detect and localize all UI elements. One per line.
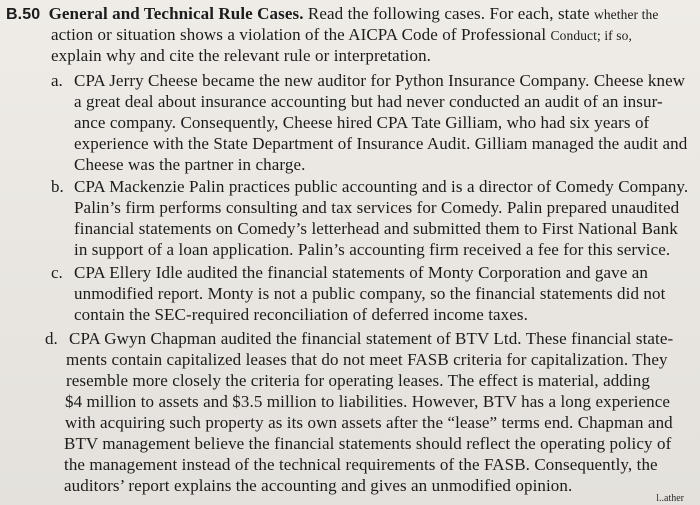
item-a-line-2: a great deal about insurance accounting but had never conducted an audit of an insur- <box>74 92 663 111</box>
item-d-line-3: resemble more closely the criteria for operating leases. The effect is material, adding <box>66 371 650 390</box>
item-d-line-6: BTV management believe the financial statements should reflect the operating policy of <box>64 434 672 453</box>
problem-number: B.50 <box>6 6 41 23</box>
intro-text-2: action or situation shows a violation of the AICPA Code of Professional <box>51 25 551 44</box>
item-c-label: c. <box>51 263 63 282</box>
item-d-line-7: the management instead of the technical requirements of the FASB. Consequently, the <box>64 455 658 474</box>
item-a-line-4: experience with the State Department of Insurance Audit. Gilliam managed the audit and <box>74 134 688 153</box>
item-a-line-1: CPA Jerry Cheese became the new auditor for Python Insurance Company. Cheese knew <box>74 71 686 90</box>
item-d-line-8: auditors’ report explains the accounting and gives an unmodified opinion. <box>64 476 573 495</box>
item-b-label: b. <box>51 177 64 196</box>
problem-header-line-2 <box>51 24 632 46</box>
item-b-line-2: Palin’s firm performs consulting and tax services for Comedy. Palin prepared unaudited <box>74 198 680 217</box>
problem-header-line-3: explain why and cite the relevant rule or interpretation. <box>51 46 432 65</box>
item-a-label: a. <box>51 71 63 90</box>
item-c-line-3: contain the SEC-required reconciliation of deferred income taxes. <box>74 305 528 324</box>
item-d-label: d. <box>45 329 58 348</box>
intro-text-1: Read the following cases. For each, state <box>303 4 594 23</box>
item-b-line-1: CPA Mackenzie Palin practices public accounting and is a director of Comedy Company. <box>74 177 689 196</box>
item-b-line-3: financial statements on Comedy’s letterhead and submitted them to First National Bank <box>74 219 678 238</box>
cut-off-text: l..ather <box>656 493 684 504</box>
intro-text-2-tail: Conduct; if so, <box>550 28 632 43</box>
item-b-line-4: in support of a loan application. Palin’s accounting firm received a fee for this service. <box>74 240 671 259</box>
item-d-line-1: CPA Gwyn Chapman audited the financial statement of BTV Ltd. These financial state- <box>69 329 674 348</box>
intro-text-1-tail: whether the <box>593 7 659 22</box>
item-c-line-1: CPA Ellery Idle audited the financial statements of Monty Corporation and gave an <box>74 263 649 282</box>
problem-header-line-1 <box>6 3 658 25</box>
item-d-line-4: $4 million to assets and $3.5 million to liabilities. However, BTV has a long experience <box>65 392 671 411</box>
problem-title: General and Technical Rule Cases. <box>48 4 304 23</box>
item-a-line-5: Cheese was the partner in charge. <box>74 155 306 174</box>
item-d-line-5: with acquiring such property as its own assets after the “lease” terms end. Chapman and <box>65 413 673 432</box>
item-d-line-2: ments contain capitalized leases that do not meet FASB criteria for capitalization. They <box>66 350 668 369</box>
item-c-line-2: unmodified report. Monty is not a public company, so the financial statements did not <box>74 284 666 303</box>
item-a-line-3: ance company. Consequently, Cheese hired CPA Tate Gilliam, who had six years of <box>74 113 650 132</box>
